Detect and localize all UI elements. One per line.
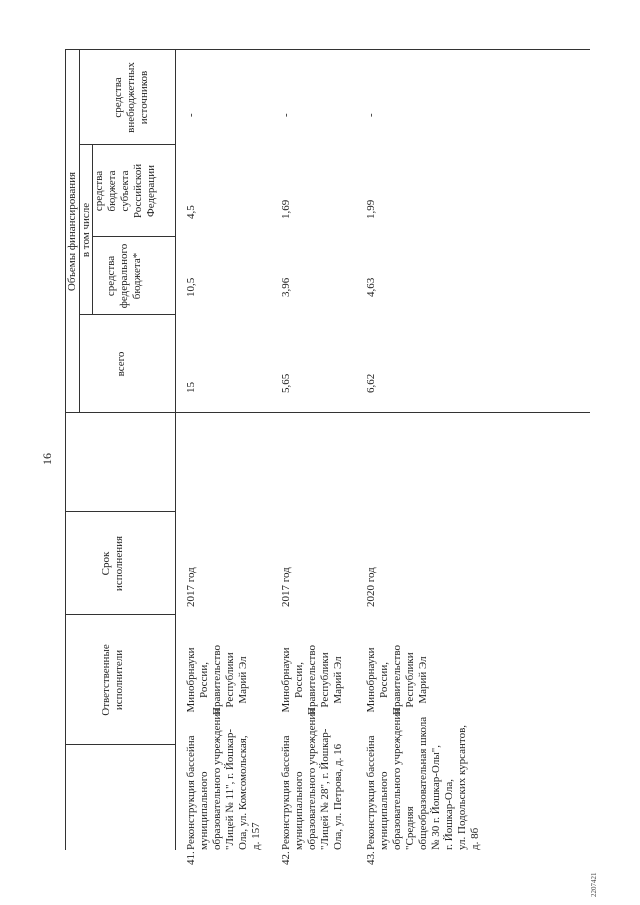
- row-number: 41.: [185, 851, 197, 865]
- row-subject: 1,99: [365, 199, 377, 219]
- row-federal: 4,63: [365, 277, 377, 297]
- col-line: [65, 412, 590, 413]
- header-financing: Объемы финансирования: [66, 171, 78, 292]
- row-term: 2017 год: [280, 567, 292, 607]
- header-including: в том числе: [80, 202, 92, 258]
- row-name: Реконструкция бассейна муниципального образовательного учреждения "Средняя общеобразовательная школа № 30 г. Йошкар-Олы", г. Йошкар-Ола, ул. Подольских курсантов, д. 8б: [365, 708, 481, 850]
- page-number: 16: [40, 453, 54, 465]
- row-subject: 1,69: [280, 199, 292, 219]
- row-responsible: Минобрнауки России, Правительство Республики Марий Эл: [185, 645, 249, 715]
- header-extra: средства внебюджетных источников: [112, 62, 150, 133]
- row-extra: -: [280, 113, 292, 117]
- row-total: 15: [185, 382, 197, 393]
- header-federal: средства федерального бюджета*: [105, 243, 143, 309]
- row-responsible: Минобрнауки России, Правительство Республики Марий Эл: [365, 645, 429, 715]
- document-code: 2207421: [590, 872, 598, 897]
- header-bottom-line: [175, 50, 176, 850]
- row-term: 2020 год: [365, 567, 377, 607]
- row-name: Реконструкция бассейна муниципального образовательного учреждения "Лицей № 28", г. Йошкар- Ола, ул. Петрова, д. 16: [280, 708, 344, 850]
- row-total: 6,62: [365, 373, 377, 393]
- header-term: Срок исполнения: [100, 535, 125, 592]
- row-subject: 4,5: [185, 205, 197, 219]
- header-total: всего: [115, 351, 127, 377]
- row-federal: 3,96: [280, 277, 292, 297]
- row-number: 42.: [280, 851, 292, 865]
- row-number: 43.: [365, 851, 377, 865]
- row-federal: 10,5: [185, 277, 197, 297]
- row-extra: -: [365, 113, 377, 117]
- row-extra: -: [185, 113, 197, 117]
- header-subject: средства бюджета субъекта Российской Федерации: [93, 163, 157, 219]
- header-responsible: Ответственные исполнители: [100, 644, 125, 716]
- row-total: 5,65: [280, 373, 292, 393]
- row-name: Реконструкция бассейна муниципального образовательного учреждения "Лицей № 11", г. Йошкар- Ола, ул. Комсомольская, д. 157: [185, 708, 262, 850]
- row-term: 2017 год: [185, 567, 197, 607]
- row-responsible: Минобрнауки России, Правительство Республики Марий Эл: [280, 645, 344, 715]
